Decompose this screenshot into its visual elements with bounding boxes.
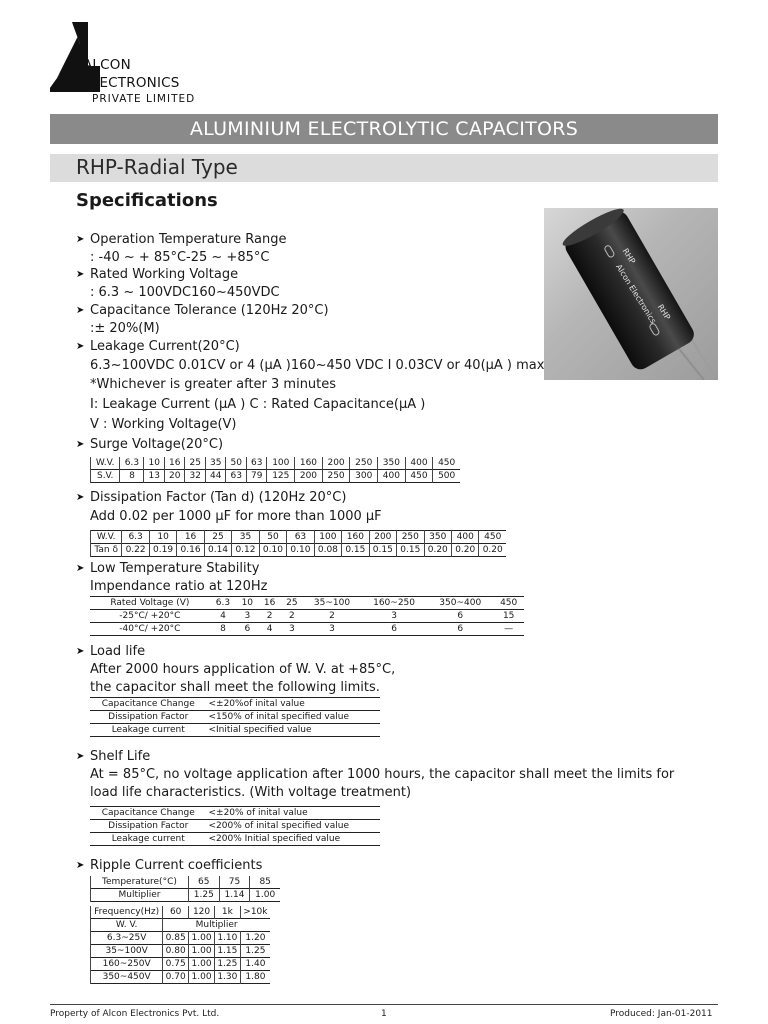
photo-label-brand: Alcon Electronics bbox=[614, 262, 658, 326]
table-cell: 20 bbox=[164, 470, 185, 483]
logo-line-1: ALCON bbox=[83, 57, 131, 73]
table-cell: 125 bbox=[267, 470, 295, 483]
row-label-cell: 160~250V bbox=[91, 958, 163, 971]
table-cell: 0.10 bbox=[259, 544, 286, 557]
spec-load-life bbox=[76, 643, 146, 660]
bullet-arrow-icon: ➤ bbox=[76, 492, 85, 503]
table-cell: 250 bbox=[322, 470, 350, 483]
table-cell: 75 bbox=[219, 876, 250, 889]
table-cell: 10 bbox=[144, 457, 165, 470]
table-cell: 450 bbox=[405, 470, 433, 483]
table-cell: 1.20 bbox=[240, 932, 270, 945]
specifications-heading: Specifications bbox=[76, 190, 218, 211]
table-cell: <±20% of inital value bbox=[208, 808, 308, 818]
table-row bbox=[90, 623, 524, 636]
shelf-life-line-2: load life characteristics. (With voltage treatment) bbox=[90, 785, 412, 800]
table-row bbox=[91, 945, 271, 958]
bullet-arrow-icon: ➤ bbox=[76, 563, 85, 574]
row-label-cell: Capacitance Change bbox=[101, 699, 195, 709]
table-cell: 0.20 bbox=[479, 544, 506, 557]
table-cell: 0.75 bbox=[163, 958, 189, 971]
row-label-cell: 6.3~25V bbox=[91, 932, 163, 945]
table-cell: 200 bbox=[322, 457, 350, 470]
surge-voltage-table bbox=[90, 457, 460, 483]
row-label-cell: W.V. bbox=[91, 457, 120, 470]
spec-ripple bbox=[76, 857, 263, 874]
table-cell: 160 bbox=[342, 531, 369, 544]
shelf-life-table bbox=[90, 806, 380, 846]
leakage-line-1: 6.3~100VDC 0.01CV or 4 (μA )160~450 VDC I 0.03CV or 40(μA ) max bbox=[90, 358, 545, 373]
row-label-cell: Multiplier bbox=[91, 889, 189, 902]
table-row bbox=[91, 531, 507, 544]
table-cell: 32 bbox=[185, 470, 206, 483]
spec-rated-voltage bbox=[76, 266, 239, 283]
table-cell: — bbox=[504, 624, 514, 634]
table-cell: 450 bbox=[479, 531, 506, 544]
table-cell: 3 bbox=[289, 624, 295, 634]
table-cell: 2 bbox=[266, 611, 273, 621]
table-cell: 2 bbox=[289, 611, 295, 621]
table-cell: 1.40 bbox=[240, 958, 270, 971]
bullet-arrow-icon: ➤ bbox=[76, 751, 85, 762]
spec-dissipation bbox=[76, 489, 347, 506]
table-row bbox=[91, 889, 281, 902]
table-cell: 0.12 bbox=[232, 544, 259, 557]
table-cell: 450 bbox=[433, 457, 460, 470]
table-cell: 350 bbox=[424, 531, 451, 544]
header-cell: 120 bbox=[189, 906, 215, 919]
table-cell: 35 bbox=[232, 531, 259, 544]
table-cell: 65 bbox=[188, 876, 219, 889]
table-cell: 400 bbox=[452, 531, 479, 544]
row-label-cell: W.V. bbox=[91, 531, 122, 544]
table-cell: 50 bbox=[226, 457, 247, 470]
ripple-title: Ripple Current coefficients bbox=[90, 858, 263, 873]
table-cell: 10 bbox=[149, 531, 176, 544]
table-cell: 16 bbox=[164, 457, 185, 470]
row-label-cell: S.V. bbox=[91, 470, 120, 483]
row-label-cell: Temperature(°C) bbox=[91, 876, 189, 889]
footer-right: Produced: Jan-01-2011 bbox=[610, 1009, 713, 1019]
table-cell: 1.00 bbox=[189, 945, 215, 958]
table-cell: 6 bbox=[457, 624, 464, 634]
table-cell: <±20%of inital value bbox=[208, 699, 305, 709]
table-cell: 0.10 bbox=[287, 544, 314, 557]
table-cell: 8 bbox=[120, 470, 144, 483]
table-cell: 3 bbox=[329, 624, 335, 634]
table-cell: 1.25 bbox=[214, 958, 240, 971]
table-cell: 450 bbox=[500, 598, 518, 608]
logo-line-2: ELECTRONICS bbox=[83, 75, 180, 91]
table-cell: 0.14 bbox=[204, 544, 231, 557]
table-cell: 44 bbox=[205, 470, 226, 483]
surge-title: Surge Voltage(20°C) bbox=[90, 437, 224, 452]
table-row bbox=[91, 544, 507, 557]
table-cell: 1.14 bbox=[219, 889, 250, 902]
table-cell: 0.15 bbox=[342, 544, 369, 557]
bullet-arrow-icon: ➤ bbox=[76, 860, 85, 871]
table-cell: 79 bbox=[246, 470, 267, 483]
load-life-line-1: After 2000 hours application of W. V. at +85°C, bbox=[90, 662, 396, 677]
multiplier-label-cell: Multiplier bbox=[163, 919, 270, 932]
table-cell: 100 bbox=[267, 457, 295, 470]
table-cell: 400 bbox=[405, 457, 433, 470]
capacitor-photo bbox=[544, 208, 718, 380]
header-cell: Frequency(Hz) bbox=[91, 906, 163, 919]
spec-low-temp bbox=[76, 560, 260, 577]
table-row bbox=[90, 724, 380, 737]
low-temp-table bbox=[90, 596, 524, 636]
table-cell: 35 bbox=[205, 457, 226, 470]
table-row bbox=[91, 958, 271, 971]
spec-surge bbox=[76, 436, 224, 453]
table-cell: 1.25 bbox=[188, 889, 219, 902]
table-cell: 0.08 bbox=[314, 544, 341, 557]
table-cell: 25 bbox=[204, 531, 231, 544]
row-label-cell: -40°C/ +20°C bbox=[119, 624, 181, 634]
table-cell: 0.22 bbox=[122, 544, 149, 557]
leakage-line-4: V : Working Voltage(V) bbox=[90, 417, 237, 432]
spec-op-temp bbox=[76, 231, 287, 248]
table-row bbox=[91, 457, 461, 470]
photo-label-rhp-1: RHP bbox=[620, 246, 637, 266]
row-label-cell: 35~100V bbox=[91, 945, 163, 958]
bullet-arrow-icon: ➤ bbox=[76, 269, 85, 280]
table-cell: <150% of inital specified value bbox=[208, 712, 350, 722]
row-label-cell: Dissipation Factor bbox=[108, 821, 189, 831]
table-cell: 0.80 bbox=[163, 945, 189, 958]
table-cell: 25 bbox=[286, 598, 298, 608]
header-cell: 1k bbox=[214, 906, 240, 919]
table-cell: 6.3 bbox=[120, 457, 144, 470]
table-cell: 63 bbox=[287, 531, 314, 544]
table-row bbox=[90, 833, 380, 846]
table-row bbox=[90, 807, 380, 820]
table-cell: 6 bbox=[391, 624, 397, 634]
table-cell: 0.20 bbox=[452, 544, 479, 557]
subtitle-text: RHP-Radial Type bbox=[76, 155, 238, 179]
bullet-arrow-icon: ➤ bbox=[76, 305, 85, 316]
table-row bbox=[90, 597, 524, 610]
row-label-cell: Dissipation Factor bbox=[108, 712, 189, 722]
table-row bbox=[91, 876, 281, 889]
table-cell: 0.70 bbox=[163, 971, 189, 984]
row-label-cell: -25°C/ +20°C bbox=[119, 611, 181, 621]
table-cell: 35~100 bbox=[313, 598, 351, 608]
table-cell: 16 bbox=[263, 598, 276, 608]
bullet-arrow-icon: ➤ bbox=[76, 439, 85, 450]
table-cell: 100 bbox=[314, 531, 341, 544]
row-label-cell: Capacitance Change bbox=[101, 808, 195, 818]
table-cell: 16 bbox=[177, 531, 204, 544]
table-cell: 350~400 bbox=[439, 598, 482, 608]
load-life-title: Load life bbox=[90, 644, 146, 659]
table-row bbox=[91, 470, 461, 483]
cap-tolerance-title: Capacitance Tolerance (120Hz 20°C) bbox=[90, 303, 329, 318]
table-cell: 50 bbox=[259, 531, 286, 544]
table-cell: 63 bbox=[226, 470, 247, 483]
table-cell: 8 bbox=[220, 624, 226, 634]
op-temp-value: : -40 ~ + 85°C-25 ~ +85°C bbox=[90, 250, 270, 265]
spec-leakage bbox=[76, 338, 240, 355]
ripple-temperature-table bbox=[90, 876, 280, 902]
row-label-cell: Rated Voltage (V) bbox=[110, 598, 190, 608]
table-cell: 63 bbox=[246, 457, 267, 470]
table-cell: 1.25 bbox=[240, 945, 270, 958]
table-cell: 250 bbox=[350, 457, 378, 470]
table-header-row bbox=[91, 906, 271, 919]
footer-page-number: 1 bbox=[381, 1009, 387, 1019]
table-cell: 0.20 bbox=[424, 544, 451, 557]
table-cell: 250 bbox=[397, 531, 424, 544]
table-row bbox=[90, 610, 524, 623]
table-cell: 3 bbox=[244, 611, 251, 621]
leakage-line-2: *Whichever is greater after 3 minutes bbox=[90, 377, 337, 392]
table-cell: <200% of inital specified value bbox=[208, 821, 350, 831]
table-row bbox=[90, 711, 380, 724]
op-temp-title: Operation Temperature Range bbox=[90, 232, 287, 247]
table-cell: 200 bbox=[369, 531, 396, 544]
low-temp-sub: Impendance ratio at 120Hz bbox=[90, 579, 268, 594]
table-cell: 6.3 bbox=[215, 598, 231, 608]
spec-shelf-life bbox=[76, 748, 151, 765]
row-label-cell: 350~450V bbox=[91, 971, 163, 984]
table-cell: 25 bbox=[185, 457, 206, 470]
shelf-life-line-1: At = 85°C, no voltage application after 1000 hours, the capacitor shall meet the limits for bbox=[90, 767, 675, 782]
document-title-banner: ALUMINIUM ELECTROLYTIC CAPACITORS bbox=[50, 114, 718, 144]
table-cell: 6.3 bbox=[122, 531, 149, 544]
table-cell: <Initial specified value bbox=[208, 725, 312, 735]
rated-voltage-value: : 6.3 ~ 100VDC160~450VDC bbox=[90, 285, 280, 300]
table-cell: 0.16 bbox=[177, 544, 204, 557]
dissipation-note: Add 0.02 per 1000 μF for more than 1000 μF bbox=[90, 509, 382, 524]
footer-left: Property of Alcon Electronics Pvt. Ltd. bbox=[50, 1009, 220, 1019]
table-cell: 2 bbox=[329, 611, 335, 621]
table-cell: 1.15 bbox=[214, 945, 240, 958]
table-cell: 160 bbox=[295, 457, 323, 470]
table-cell: <200% Initial specified value bbox=[208, 834, 341, 844]
table-row bbox=[90, 698, 380, 711]
dissipation-title: Dissipation Factor (Tan d) (120Hz 20°C) bbox=[90, 490, 347, 505]
logo-line-3: PRIVATE LIMITED bbox=[92, 93, 196, 105]
ripple-frequency-table bbox=[90, 906, 270, 984]
table-cell: 13 bbox=[144, 470, 165, 483]
table-cell: 1.00 bbox=[189, 932, 215, 945]
table-row bbox=[91, 932, 271, 945]
table-cell: 160~250 bbox=[373, 598, 415, 608]
header-cell: >10k bbox=[240, 906, 270, 919]
row-label-cell: Tan δ bbox=[91, 544, 122, 557]
row-label-cell: Leakage current bbox=[111, 725, 185, 735]
table-cell: 1.00 bbox=[189, 971, 215, 984]
table-cell: 4 bbox=[220, 611, 226, 621]
table-cell: 500 bbox=[433, 470, 460, 483]
low-temp-title: Low Temperature Stability bbox=[90, 561, 260, 576]
table-subheader-row bbox=[91, 919, 271, 932]
table-cell: 400 bbox=[378, 470, 406, 483]
table-cell: 0.15 bbox=[369, 544, 396, 557]
table-row bbox=[91, 971, 271, 984]
bullet-arrow-icon: ➤ bbox=[76, 341, 85, 352]
table-cell: 1.80 bbox=[240, 971, 270, 984]
table-cell: 1.00 bbox=[189, 958, 215, 971]
shelf-life-title: Shelf Life bbox=[90, 749, 151, 764]
table-cell: 200 bbox=[295, 470, 323, 483]
company-logo bbox=[50, 22, 220, 110]
table-cell: 0.85 bbox=[163, 932, 189, 945]
table-row bbox=[90, 820, 380, 833]
cap-tolerance-value: :± 20%(M) bbox=[90, 321, 160, 336]
leakage-line-3: I: Leakage Current (μA ) C : Rated Capacitance(μA ) bbox=[90, 397, 426, 412]
table-cell: 1.30 bbox=[214, 971, 240, 984]
row-label-cell: Leakage current bbox=[111, 834, 185, 844]
wv-label-cell: W. V. bbox=[91, 919, 163, 932]
table-cell: 6 bbox=[457, 611, 464, 621]
table-cell: 4 bbox=[266, 624, 273, 634]
table-cell: 1.00 bbox=[250, 889, 280, 902]
table-cell: 0.15 bbox=[397, 544, 424, 557]
rated-voltage-title: Rated Working Voltage bbox=[90, 267, 239, 282]
load-life-line-2: the capacitor shall meet the following limits. bbox=[90, 680, 380, 695]
dissipation-factor-table bbox=[90, 530, 506, 557]
table-cell: 10 bbox=[241, 598, 254, 608]
table-cell: 6 bbox=[244, 624, 251, 634]
table-cell: 0.19 bbox=[149, 544, 176, 557]
load-life-table bbox=[90, 697, 380, 737]
subtitle-bar bbox=[50, 154, 718, 182]
table-cell: 350 bbox=[378, 457, 406, 470]
table-cell: 85 bbox=[250, 876, 280, 889]
leakage-title: Leakage Current(20°C) bbox=[90, 339, 240, 354]
table-cell: 300 bbox=[350, 470, 378, 483]
header-cell: 60 bbox=[163, 906, 189, 919]
bullet-arrow-icon: ➤ bbox=[76, 646, 85, 657]
photo-label-rhp-2: RHP bbox=[655, 302, 672, 322]
table-cell: 3 bbox=[391, 611, 397, 621]
footer-divider bbox=[50, 1004, 718, 1005]
bullet-arrow-icon: ➤ bbox=[76, 234, 85, 245]
table-cell: 15 bbox=[502, 611, 515, 621]
table-cell: 1.10 bbox=[214, 932, 240, 945]
spec-cap-tolerance bbox=[76, 302, 329, 319]
